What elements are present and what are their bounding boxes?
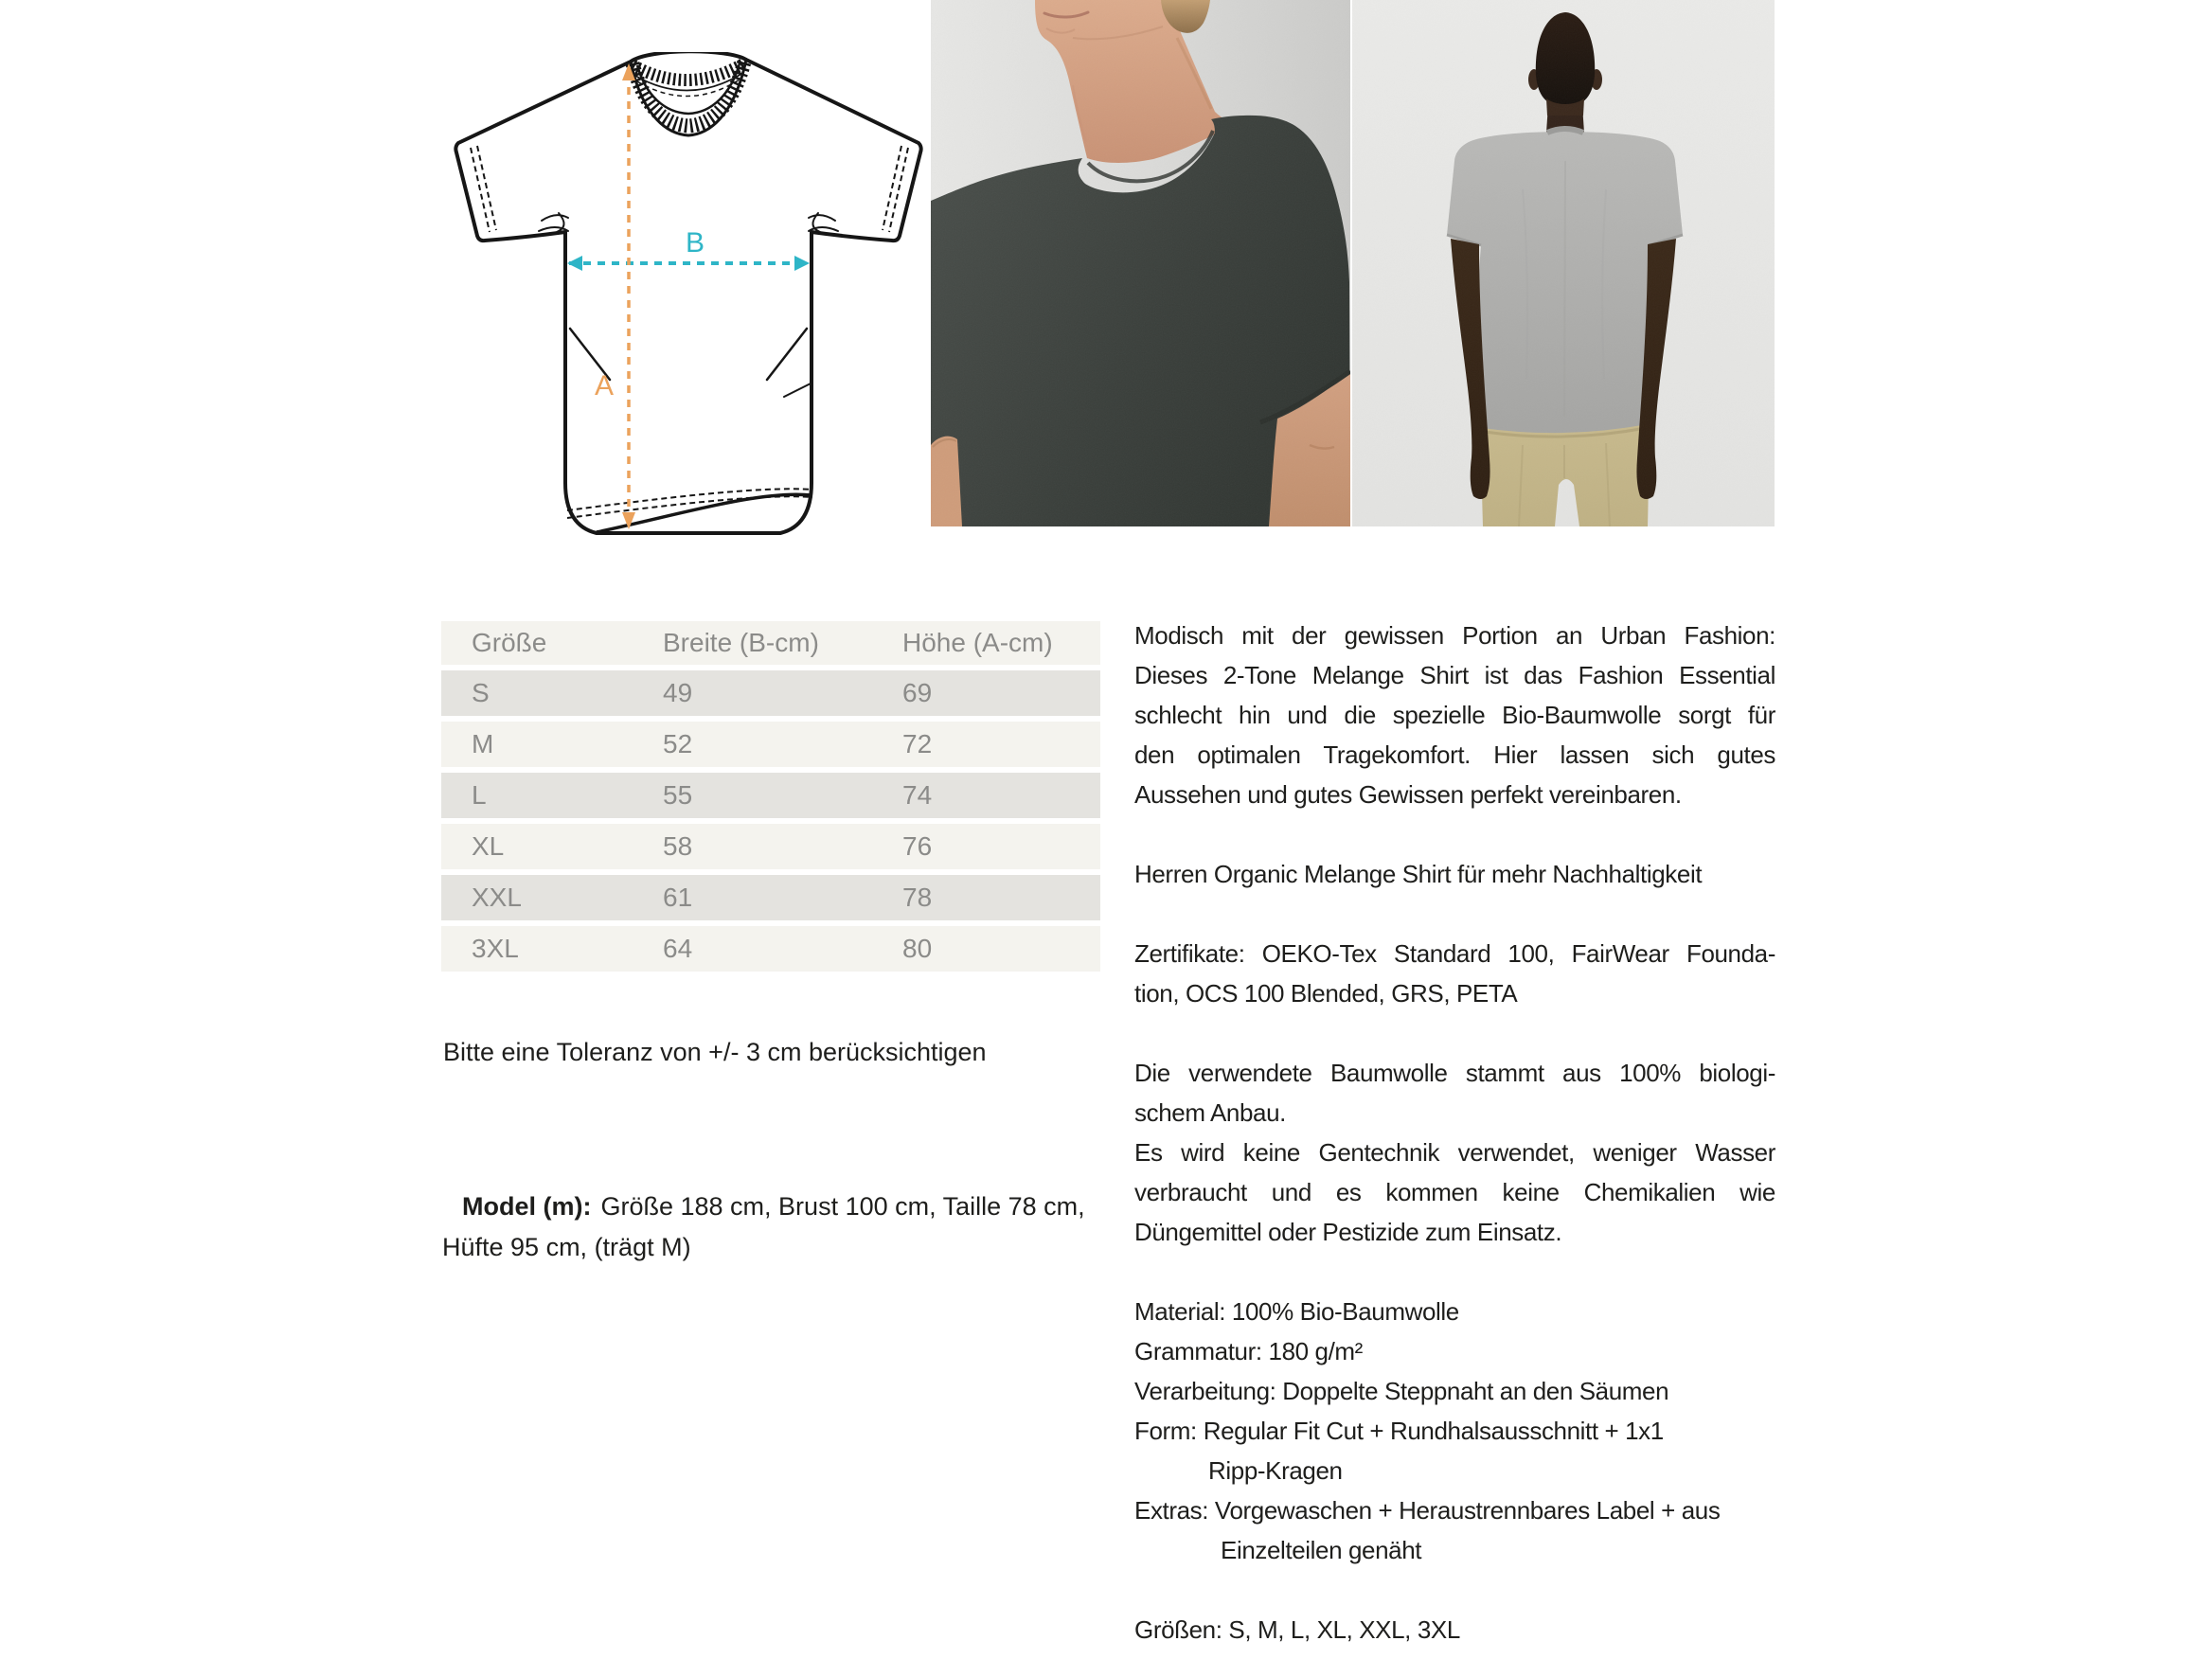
table-cell: 78 [872, 875, 1100, 920]
table-row [441, 926, 1100, 972]
description-blank-line [1134, 1570, 1775, 1610]
description-line: Modisch mit der gewissen Portion an Urban Fashion: [1134, 621, 1775, 650]
table-cell: M [441, 722, 633, 767]
description-line: tion, OCS 100 Blended, GRS, PETA [1134, 979, 1518, 1008]
tshirt-measurement-diagram [447, 52, 925, 540]
description-line: schem Anbau. [1134, 1098, 1286, 1127]
table-row [441, 722, 1100, 767]
tshirt-outline [455, 52, 920, 533]
description-blank-line [1134, 1252, 1775, 1292]
description-line: Es wird keine Gentechnik verwendet, weniger Wasser [1134, 1138, 1775, 1167]
description-line: Form: Regular Fit Cut + Rundhalsausschnitt + 1x1 [1134, 1417, 1664, 1445]
description-blank-line [1134, 1013, 1775, 1053]
table-cell: L [441, 773, 633, 818]
model-photo-side-dark-shirt [931, 0, 1350, 526]
description-line: Material: 100% Bio-Baumwolle [1134, 1297, 1459, 1326]
description-line: Düngemittel oder Pestizide zum Einsatz. [1134, 1218, 1562, 1246]
model-photo-back-art [1352, 0, 1775, 526]
photo-grain [931, 0, 1350, 526]
label-a: A [594, 370, 614, 401]
size-table-body [441, 670, 1100, 972]
table-cell: 49 [633, 670, 872, 716]
table-cell: 58 [633, 824, 872, 869]
table-cell: 52 [633, 722, 872, 767]
description-column [1134, 615, 1775, 1650]
description-line: Zertifikate: OEKO-Tex Standard 100, FairWear Founda- [1134, 939, 1775, 968]
column-header-height: Höhe (A-cm) [872, 621, 1100, 665]
table-cell: 64 [633, 926, 872, 972]
model-measurements-line2: Hüfte 95 cm, (trägt M) [442, 1233, 691, 1261]
size-table [441, 615, 1100, 977]
table-cell: 74 [872, 773, 1100, 818]
column-header-width: Breite (B-cm) [633, 621, 872, 665]
description-line: Die verwendete Baumwolle stammt aus 100% biologi- [1134, 1059, 1775, 1087]
model-photo-side-art [931, 0, 1350, 526]
description-line: Grammatur: 180 g/m² [1134, 1337, 1363, 1365]
table-cell: 80 [872, 926, 1100, 972]
description-line: Einzelteilen genäht [1221, 1536, 1422, 1564]
table-cell: S [441, 670, 633, 716]
table-row [441, 773, 1100, 818]
table-cell: 3XL [441, 926, 633, 972]
model-label: Model (m): [462, 1192, 592, 1221]
description-line: Aussehen und gutes Gewissen perfekt vereinbaren. [1134, 780, 1682, 809]
column-header-size: Größe [441, 621, 633, 665]
description-line: Extras: Vorgewaschen + Heraustrennbares Label + aus [1134, 1496, 1721, 1525]
description-line: verbraucht und es kommen keine Chemikalien wie [1134, 1178, 1775, 1206]
table-cell: 55 [633, 773, 872, 818]
table-row [441, 875, 1100, 920]
description-line: den optimalen Tragekomfort. Hier lassen sich gutes [1134, 740, 1775, 769]
table-row [441, 824, 1100, 869]
model-measurements-line1 [442, 1186, 1133, 1227]
tshirt-diagram-svg [447, 52, 925, 540]
table-cell: 69 [872, 670, 1100, 716]
description-blank-line [1134, 814, 1775, 854]
table-cell: XXL [441, 875, 633, 920]
table-cell: 76 [872, 824, 1100, 869]
description-blank-line [1134, 894, 1775, 934]
photo-grain [1352, 0, 1775, 526]
description-line: Verarbeitung: Doppelte Steppnaht an den Säumen [1134, 1377, 1669, 1405]
table-cell: 72 [872, 722, 1100, 767]
description-line: schlecht hin und die spezielle Bio-Baumwolle sorgt für [1134, 701, 1775, 729]
description-line: Größen: S, M, L, XL, XXL, 3XL [1134, 1615, 1460, 1644]
model-measurements [442, 1186, 1133, 1268]
description-line: Dieses 2-Tone Melange Shirt ist das Fashion Essential [1134, 661, 1775, 689]
model-line1-text: Größe 188 cm, Brust 100 cm, Taille 78 cm, [600, 1192, 1085, 1221]
tolerance-note: Bitte eine Toleranz von +/- 3 cm berücksichtigen [443, 1038, 987, 1066]
description-line: Ripp-Kragen [1208, 1456, 1343, 1485]
table-row [441, 670, 1100, 716]
table-cell: XL [441, 824, 633, 869]
description-line: Herren Organic Melange Shirt für mehr Nachhaltigkeit [1134, 860, 1703, 888]
label-b: B [685, 227, 705, 259]
table-cell: 61 [633, 875, 872, 920]
model-photo-back-grey-shirt [1352, 0, 1775, 526]
size-table-header [441, 621, 1100, 665]
